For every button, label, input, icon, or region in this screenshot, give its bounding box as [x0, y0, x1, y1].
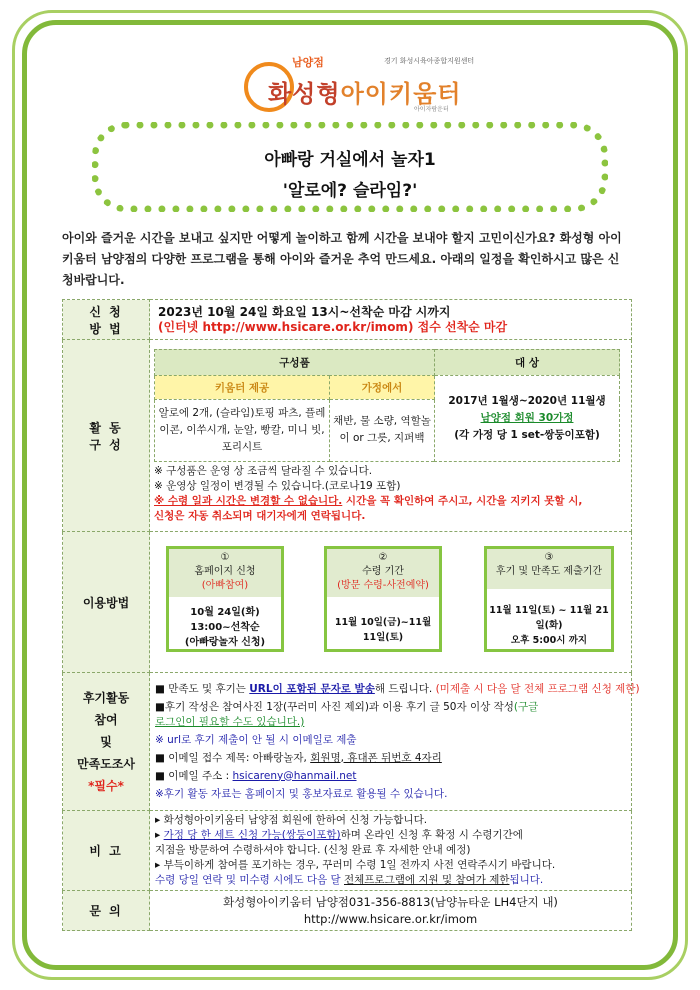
step1-line1: 10월 24일(화) [190, 607, 260, 618]
activity-content [150, 340, 632, 532]
logo-tag: 아이자람운터 [414, 106, 449, 113]
home-items: 채반, 물 소량, 역할놀이 or 그릇, 지퍼백 [330, 399, 435, 461]
row-activity [63, 340, 632, 532]
target-line3: (각 가정 당 1 set-쌍둥이포함) [454, 428, 600, 441]
logo-org: 경기 화성시육아종합지원센터 [384, 57, 475, 65]
label-activity-2: 구 성 [89, 437, 123, 452]
label-activity-1: 활 동 [89, 420, 123, 435]
col-provided: 키움터 제공 [155, 375, 330, 399]
row-apply [63, 300, 632, 340]
row-usage [63, 532, 632, 673]
step3-num: ③ [544, 552, 554, 563]
review-l4 [155, 751, 626, 766]
remarks-l2a: ▸ [155, 829, 164, 841]
step2-title: 수령 기간 [362, 566, 404, 577]
review-content [150, 673, 640, 811]
note1: ※ 구성품은 운영 상 조금씩 달라질 수 있습니다. [154, 464, 373, 477]
inquiry-line1: 화성형아이키움터 남양점031-356-8813(남양뉴타운 LH4단지 내) [223, 894, 558, 909]
review-email-link[interactable]: hsicareny@hanmail.net [232, 769, 357, 782]
remarks-l5c: 됩니다. [509, 874, 544, 886]
review-l5 [155, 769, 626, 784]
step-3 [484, 546, 614, 652]
review-l1 [155, 682, 640, 697]
note3b: 시간을 꼭 확인하여 주시고, 시간을 지키지 못할 시, [342, 494, 583, 507]
review-l1c: 해 드립니다. [374, 682, 436, 695]
logo [244, 52, 475, 114]
note3 [154, 494, 627, 509]
review-l2a: ■후기 작성은 참여사진 1장(꾸러미 사진 제외)과 이용 후기 글 50자 이상 작성 [155, 700, 514, 713]
row-remarks [63, 811, 632, 891]
step1-title: 홈페이지 신청 [194, 566, 256, 577]
title-box [92, 122, 608, 212]
label-apply [63, 300, 150, 340]
review-l2 [155, 700, 626, 715]
label-activity [63, 340, 150, 532]
step1-line3: (아빠랑놀자 신청) [184, 637, 266, 648]
step1-sub: (아빠참여) [201, 580, 249, 591]
review-l4b: 회원명, 휴대폰 뒤번호 4자리 [310, 751, 442, 764]
header-target: 대 상 [435, 349, 620, 375]
inquiry-link[interactable]: http://www.hsicare.or.kr/imom [303, 911, 478, 926]
label-remarks: 비 고 [63, 811, 150, 891]
header-items: 구성품 [155, 349, 435, 375]
step1-num: ① [220, 552, 230, 563]
review-l2c: 로그인이 필요할 수도 있습니다.) [155, 715, 305, 728]
remarks-l1: ▸ 화성형아이키움터 남양점 회원에 한하여 신청 가능합니다. [155, 814, 428, 826]
remarks-l5b: 전체프로그램에 지원 및 참여가 제한 [344, 874, 510, 886]
inquiry-content [150, 891, 632, 931]
step2-sub: (방문 수령-사전예약) [337, 580, 429, 591]
target-line1: 2017년 1월생~2020년 11월생 [448, 394, 606, 407]
step3-line2: 오후 5:00시 까지 [510, 635, 588, 646]
logo-branch: 남양점 [292, 56, 324, 69]
remarks-l5 [155, 873, 626, 888]
steps [150, 532, 631, 672]
logo-brand-second: 아이키움터 [340, 80, 462, 108]
remarks-l2c: 하며 온라인 신청 후 확정 시 수령기간에 [340, 829, 523, 841]
step3-line1: 11월 11일(토) ~ 11월 21일(화) [489, 605, 609, 631]
review-l1d: (미제출 시 다음 달 전체 프로그램 신청 제한) [435, 682, 640, 695]
remarks-l4: ▸ 부득이하게 참여를 포기하는 경우, 꾸러미 수령 1일 전까지 사전 연락주시기 바랍니다. [155, 859, 556, 871]
label-inquiry: 문 의 [63, 891, 150, 931]
target-line2: 남양점 회원 30가정 [480, 411, 574, 424]
review-l1b: URL이 포함된 문자로 발송 [249, 682, 375, 695]
review-l5a: ■ 이메일 주소 : [155, 769, 233, 782]
info-table [62, 299, 640, 931]
note3a: ※ 수령 일과 시간은 변경할 수 없습니다. [154, 494, 343, 507]
step3-title: 후기 및 만족도 제출기간 [495, 566, 603, 577]
label-usage: 이용방법 [63, 532, 150, 673]
step-1 [166, 546, 284, 652]
usage-content [150, 532, 632, 673]
intro-text: 아이와 즐거운 시간을 보내고 싶지만 어떻게 놀이하고 함께 시간을 보내야 할지 고민이신가요? 화성형 아이키움터 남양점의 다양한 프로그램을 통해 아이와 즐거운 추억 만드세요. 아래의 일정을 확인하시고 많은 신청바랍니다. [62, 231, 622, 287]
review-l4a: ■ 이메일 접수 제목: 아빠랑놀자, [155, 751, 311, 764]
row-review [63, 673, 632, 811]
note2: ※ 운영상 일정이 변경될 수 있습니다.(코로나19 포함) [154, 479, 401, 492]
label-apply-2: 방 법 [89, 321, 123, 336]
review-l1a: ■ 만족도 및 후기는 [155, 682, 250, 695]
remarks-l5a: 수령 당일 연락 및 미수령 시에도 다음 달 [155, 874, 344, 886]
note3c: 신청은 자동 취소되며 대기자에게 연락됩니다. [154, 509, 366, 522]
label-review-1: 후기활동 [82, 690, 130, 705]
items-table [154, 349, 620, 462]
remarks-l2 [155, 828, 626, 843]
step2-num: ② [378, 552, 388, 563]
title-line2: '알로에? 슬라임?' [282, 181, 418, 201]
label-review [63, 673, 150, 811]
remarks-l2b: 가정 당 한 세트 신청 가능(쌍둥이포함) [163, 829, 341, 841]
review-l2b: (구글 [513, 700, 539, 713]
label-review-2: 참여 [94, 712, 118, 727]
label-review-5: *필수* [88, 778, 124, 793]
apply-content [150, 300, 632, 340]
provided-items: 알로에 2개, (슬라임)토핑 파츠, 플레이콘, 이쑤시개, 눈알, 빵칼, 미니 빗, 포리시트 [155, 399, 330, 461]
remarks-l3: 지점을 방문하여 수령하셔야 합니다. (신청 완료 후 자세한 안내 예정) [155, 844, 471, 856]
step-2 [324, 546, 442, 652]
title-line1: 아빠랑 거실에서 놀자1 [264, 150, 436, 170]
col-home: 가정에서 [330, 375, 435, 399]
step2-line1: 11월 10일(금)~11월 11일(토) [334, 617, 432, 643]
logo-brand-first: 화성형 [268, 80, 341, 108]
apply-line1: 2023년 10월 24일 화요일 13시~선착순 마감 시까지 [158, 304, 451, 319]
step1-line2: 13:00~선착순 [190, 622, 260, 633]
row-inquiry [63, 891, 632, 931]
remarks-content [150, 811, 632, 891]
label-review-3: 및 [100, 734, 112, 749]
target-cell [435, 375, 620, 461]
apply-line2[interactable]: (인터넷 http://www.hsicare.or.kr/imom) 접수 선착순 마감 [158, 319, 508, 334]
review-l3: ※ url로 후기 제출이 안 될 시 이메일로 제출 [155, 733, 357, 746]
review-l6: ※후기 활동 자료는 홈페이지 및 홍보자료로 활용될 수 있습니다. [155, 787, 448, 800]
label-apply-1: 신 청 [89, 304, 123, 319]
label-review-4: 만족도조사 [77, 756, 135, 771]
